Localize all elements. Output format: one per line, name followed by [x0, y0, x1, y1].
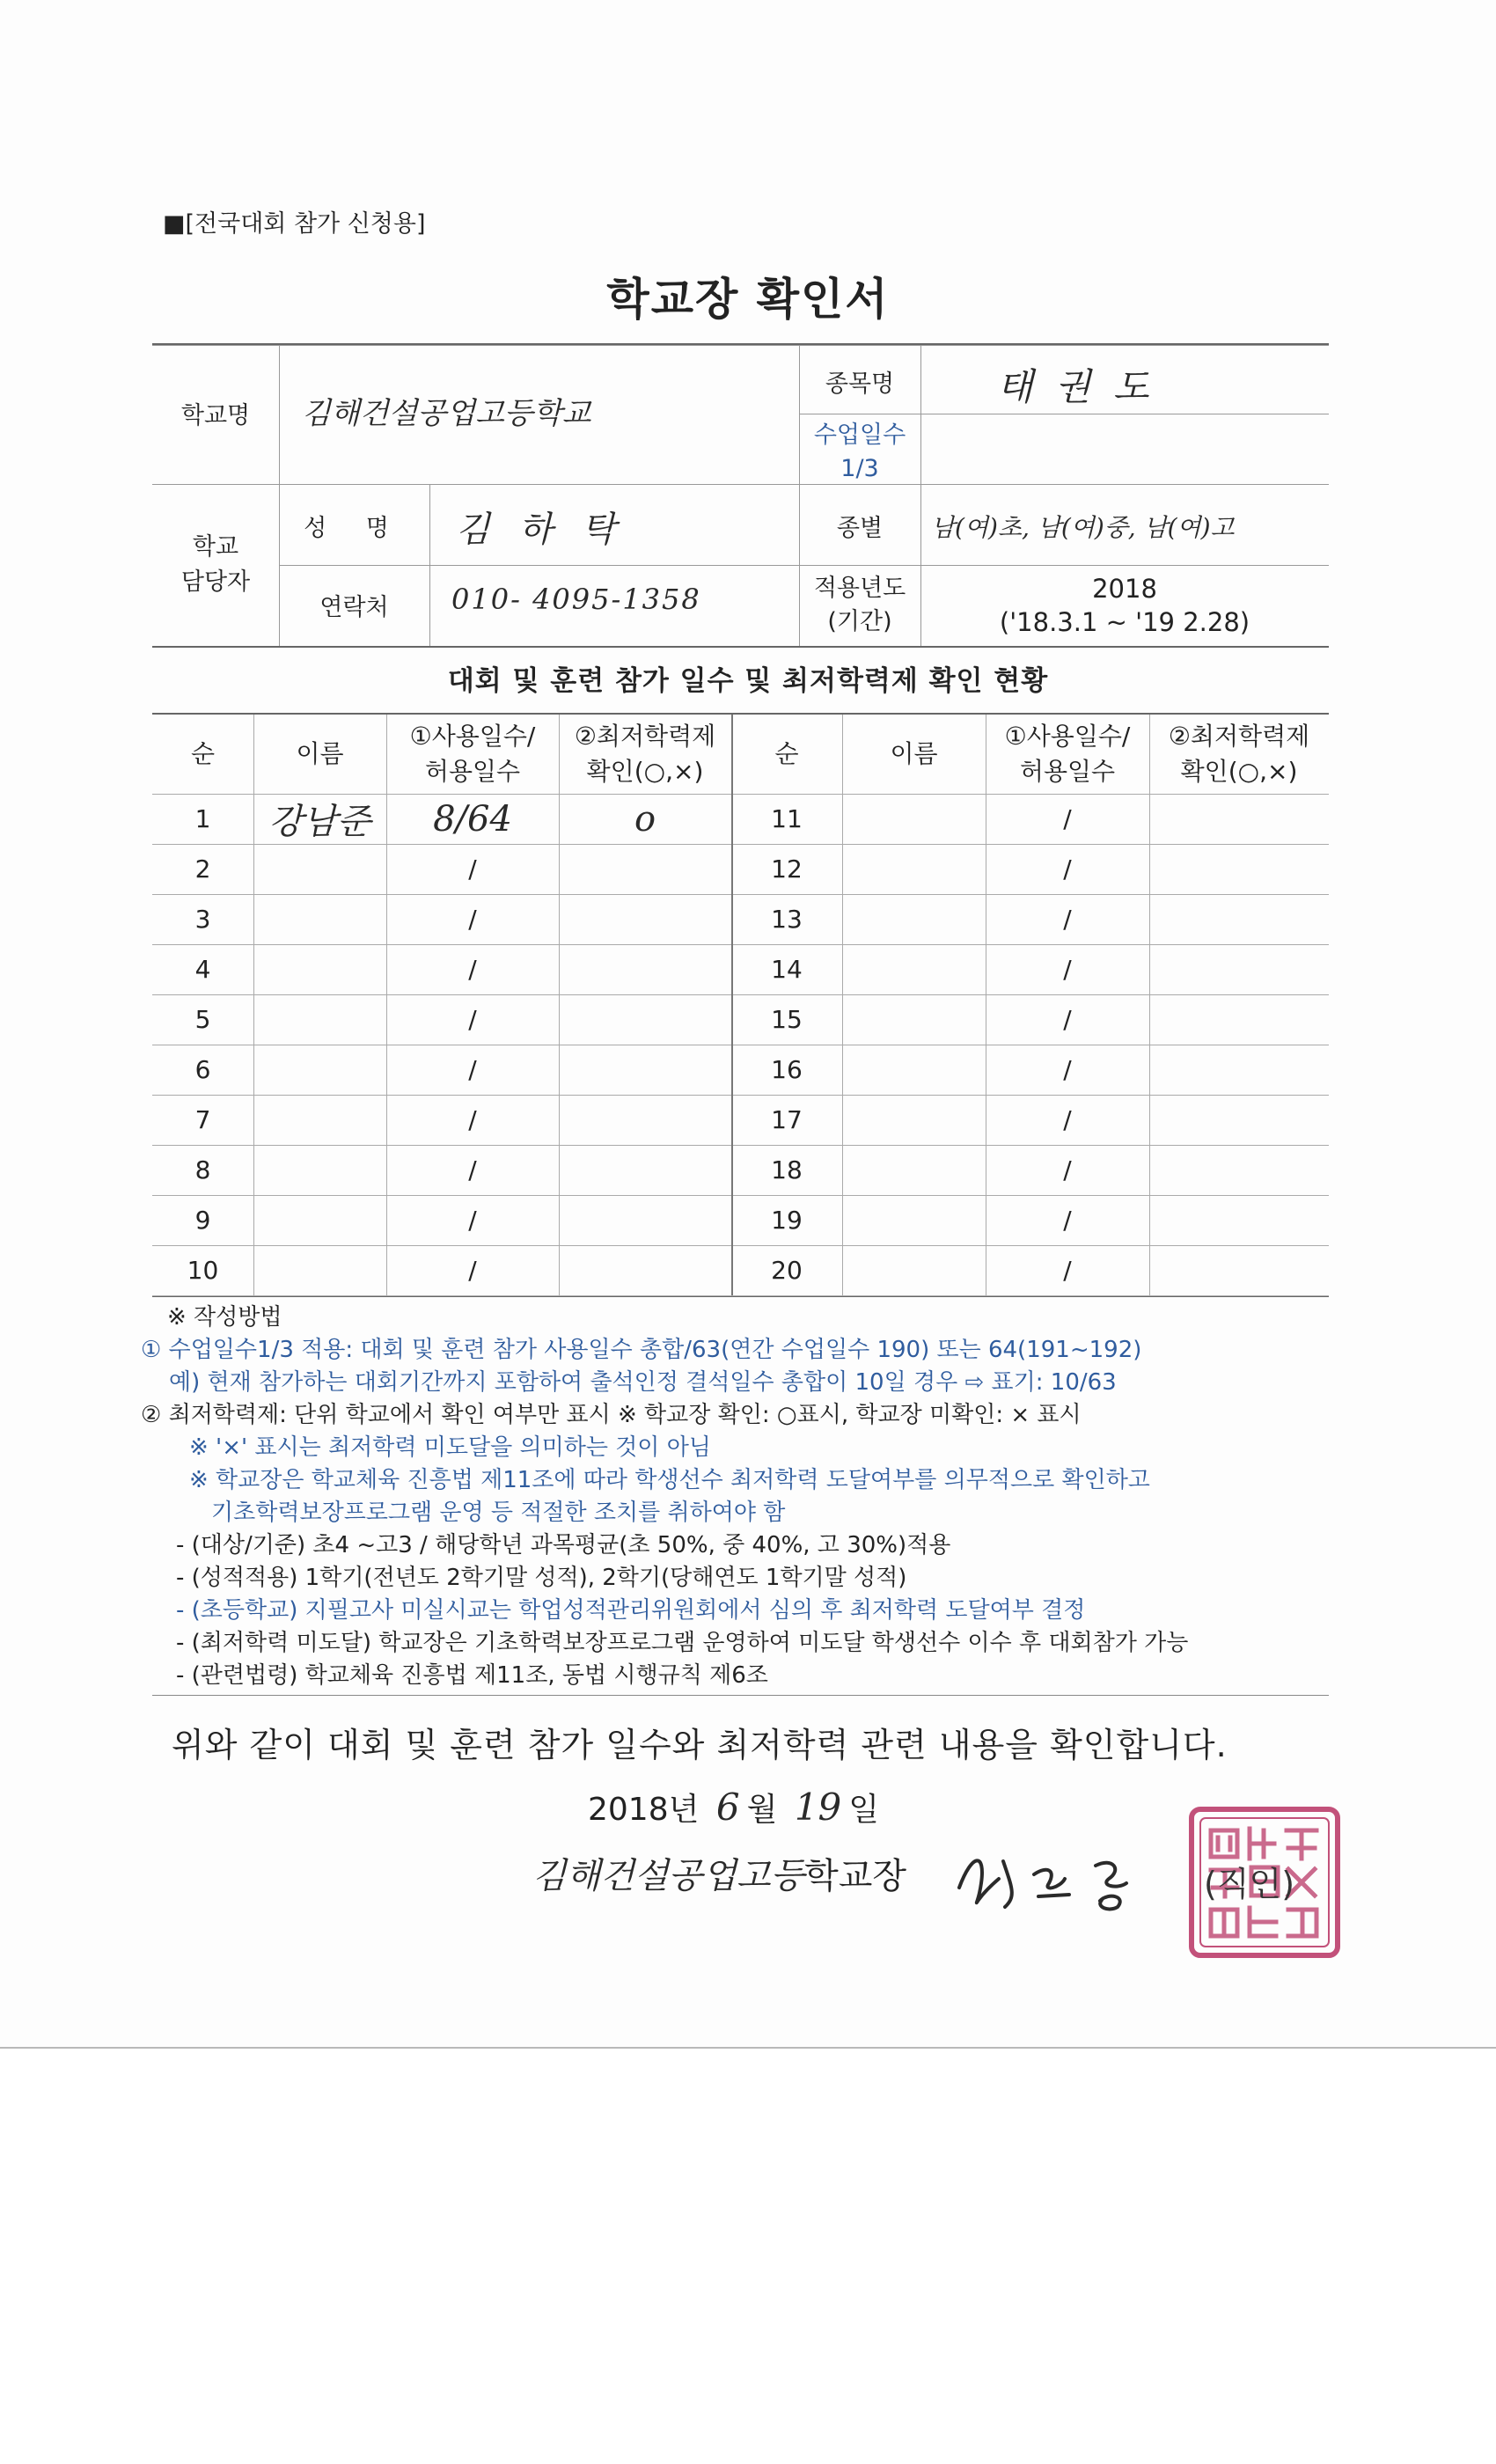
- contact-value: 010- 4095-1358: [451, 583, 701, 616]
- table-row-divider: [152, 1295, 1329, 1296]
- table-cell-name: [842, 1145, 986, 1195]
- table-cell-days: /: [1063, 804, 1072, 833]
- table-cell-check: [1149, 894, 1329, 944]
- note-line: ※ '×' 표시는 최저학력 미도달을 의미하는 것이 아님: [189, 1434, 711, 1461]
- signing-date: [588, 1785, 879, 1830]
- header-no: 순: [774, 739, 799, 768]
- notes-divider: [152, 1695, 1329, 1696]
- header-check: ②최저학력제 확인(○,×): [1168, 722, 1310, 786]
- year-value: 2018: [1092, 574, 1157, 604]
- table-cell-name: [842, 1245, 986, 1295]
- table-cell-check: [1149, 1245, 1329, 1295]
- table-cell-days: /: [1063, 1206, 1072, 1235]
- table-cell-no: 14: [771, 955, 803, 984]
- document-tag: ■[전국대회 참가 신청용]: [163, 210, 426, 238]
- note-line: ② 최저학력제: 단위 학교에서 확인 여부만 표시 ※ 학교장 확인: ○표시, 학교장 미확인: × 표시: [141, 1402, 1082, 1428]
- contact-label: 연락처: [319, 594, 389, 621]
- table-cell-no: 4: [194, 955, 211, 984]
- note-line: 기초학력보장프로그램 운영 등 적절한 조치를 취하여야 함: [211, 1500, 786, 1526]
- table-cell-days: /: [468, 1206, 477, 1235]
- table-cell-no: 13: [771, 905, 803, 934]
- table-cell-no: 11: [771, 804, 803, 833]
- table-cell-name: [842, 1095, 986, 1145]
- principal-signature: [950, 1835, 1162, 1914]
- table-cell-check: [1149, 1195, 1329, 1245]
- table-cell-name: [842, 1195, 986, 1245]
- table-cell-no: 6: [194, 1055, 211, 1084]
- header-name: 이름: [890, 739, 938, 768]
- document-title: 학교장 확인서: [606, 274, 890, 325]
- table-cell-name: [253, 894, 386, 944]
- table-cell-check: [559, 944, 731, 994]
- note-line: ※ 작성방법: [167, 1304, 282, 1331]
- table-cell-days: /: [468, 905, 477, 934]
- table-cell-check: [559, 1245, 731, 1295]
- table-cell-days: /: [1063, 1105, 1072, 1134]
- table-cell-check: [1149, 1095, 1329, 1145]
- table-cell-no: 12: [771, 854, 803, 884]
- date-day-unit: 일: [848, 1792, 880, 1828]
- table-cell-name: [253, 1145, 386, 1195]
- name-value: 김 하 탁: [456, 510, 625, 550]
- note-line: 예) 현재 참가하는 대회기간까지 포함하여 출석인정 결석일수 총합이 10일 경우 ⇨ 표기: 10/63: [169, 1369, 1117, 1396]
- table-cell-name: [253, 844, 386, 894]
- table-cell-no: 20: [771, 1256, 803, 1285]
- header-days: ①사용일수/ 허용일수: [409, 722, 536, 786]
- table-cell-name: [253, 1095, 386, 1145]
- note-line: ※ 학교장은 학교체육 진흥법 제11조에 따라 학생선수 최저학력 도달여부를 의무적으로 확인하고: [189, 1467, 1150, 1493]
- note-line: - (관련법령) 학교체육 진흥법 제11조, 동법 시행규칙 제6조: [176, 1662, 768, 1689]
- info-divider: [429, 484, 430, 646]
- table-cell-days: /: [468, 1055, 477, 1084]
- header-check: ②최저학력제 확인(○,×): [574, 722, 716, 786]
- principal-school: 김해건설공업고등: [532, 1856, 805, 1896]
- note-line: ① 수업일수1/3 적용: 대회 및 훈련 참가 사용일수 총합/63(연간 수업일수 190) 또는 64(191~192): [141, 1337, 1142, 1363]
- info-table: [152, 343, 1329, 648]
- table-cell-days: /: [1063, 1055, 1072, 1084]
- header-days: ①사용일수/ 허용일수: [1004, 722, 1131, 786]
- table-cell-days: /: [1063, 955, 1072, 984]
- table-cell-no: 5: [194, 1005, 211, 1034]
- table-cell-name: [253, 1245, 386, 1295]
- table-cell-check: o: [634, 798, 656, 840]
- sheet-edge-divider: [0, 2047, 1496, 2049]
- table-cell-days: /: [1063, 905, 1072, 934]
- table-cell-days: /: [1063, 1155, 1072, 1184]
- table-cell-check: [559, 1045, 731, 1095]
- year-label: 적용년도 (기간): [813, 575, 906, 635]
- type-label: 종별: [836, 515, 884, 542]
- table-cell-days: /: [468, 1005, 477, 1034]
- header-no: 순: [190, 739, 216, 768]
- table-cell-days: /: [468, 1155, 477, 1184]
- principal-line: [532, 1848, 906, 1898]
- section-title: 대회 및 훈련 참가 일수 및 최저학력제 확인 현황: [447, 665, 1049, 697]
- table-cell-name: [842, 894, 986, 944]
- table-cell-check: [1149, 944, 1329, 994]
- table-cell-no: 9: [194, 1206, 211, 1235]
- table-cell-no: 1: [194, 804, 211, 833]
- school-label: 학교명: [180, 402, 251, 429]
- table-cell-no: 18: [771, 1155, 803, 1184]
- table-cell-check: [559, 844, 731, 894]
- table-cell-days: /: [1063, 1005, 1072, 1034]
- table-cell-name: [253, 1195, 386, 1245]
- table-cell-days: /: [468, 1105, 477, 1134]
- table-cell-name: [842, 1045, 986, 1095]
- table-cell-no: 17: [771, 1105, 803, 1134]
- table-cell-no: 16: [771, 1055, 803, 1084]
- table-cell-check: [559, 1145, 731, 1195]
- date-month-unit: 월: [746, 1792, 778, 1828]
- table-cell-no: 8: [194, 1155, 211, 1184]
- info-divider: [279, 565, 1329, 566]
- name-label: 성 명: [304, 515, 405, 542]
- period-value: ('18.3.1 ~ '19 2.28): [999, 607, 1250, 637]
- table-cell-name: [253, 944, 386, 994]
- type-value: 남(여)초, 남(여)중, 남(여)고: [931, 513, 1235, 542]
- table-cell-no: 15: [771, 1005, 803, 1034]
- event-label: 종목명: [825, 370, 895, 398]
- table-cell-check: [559, 994, 731, 1045]
- info-divider: [152, 484, 1329, 485]
- table-cell-name: [842, 944, 986, 994]
- date-day: 19: [794, 1786, 842, 1829]
- note-line: - (초등학교) 지필고사 미실시교는 학업성적관리위원회에서 심의 후 최저학력 도달여부 결정: [176, 1597, 1086, 1624]
- table-cell-days: /: [468, 955, 477, 984]
- table-cell-check: [559, 1195, 731, 1245]
- table-cell-days: /: [468, 854, 477, 884]
- staff-label: 학교 담당자: [180, 533, 251, 596]
- table-cell-name: [842, 994, 986, 1045]
- table-cell-name: 강남준: [268, 802, 371, 842]
- table-cell-no: 2: [194, 854, 211, 884]
- table-cell-check: [1149, 1045, 1329, 1095]
- table-cell-check: [1149, 994, 1329, 1045]
- table-cell-name: [842, 794, 986, 844]
- class-days-label: 수업일수 1/3: [813, 422, 906, 482]
- note-line: - (최저학력 미도달) 학교장은 기초학력보장프로그램 운영하여 미도달 학생선수 이수 후 대회참가 가능: [176, 1630, 1189, 1656]
- note-line: - (대상/기준) 초4 ~고3 / 해당학년 과목평균(초 50%, 중 40%, 고 30%)적용: [176, 1532, 951, 1558]
- table-cell-no: 19: [771, 1206, 803, 1235]
- table-cell-no: 10: [187, 1256, 219, 1285]
- date-month: 6: [715, 1786, 740, 1829]
- table-cell-days: /: [1063, 1256, 1072, 1285]
- seal-note: (직인): [1204, 1865, 1295, 1903]
- attendance-table: [152, 713, 1329, 1297]
- table-cell-no: 3: [194, 905, 211, 934]
- table-cell-name: [253, 1045, 386, 1095]
- table-cell-check: [1149, 844, 1329, 894]
- table-cell-days: /: [1063, 854, 1072, 884]
- table-cell-check: [559, 894, 731, 944]
- header-name: 이름: [296, 739, 344, 768]
- table-cell-name: [842, 844, 986, 894]
- table-cell-name: [253, 994, 386, 1045]
- date-year: 2018년: [588, 1792, 700, 1828]
- note-line: - (성적적용) 1학기(전년도 2학기말 성적), 2학기(당해연도 1학기말 성적): [176, 1565, 907, 1591]
- school-value: 김해건설공업고등학교: [302, 396, 591, 431]
- table-cell-check: [1149, 1145, 1329, 1195]
- table-cell-no: 7: [194, 1105, 211, 1134]
- principal-title: 학교장: [804, 1856, 907, 1896]
- table-cell-days: 8/64: [433, 798, 512, 840]
- table-cell-check: [1149, 794, 1329, 844]
- table-cell-check: [559, 1095, 731, 1145]
- table-cell-days: /: [468, 1256, 477, 1285]
- event-value: 태 권 도: [997, 365, 1155, 408]
- confirmation-statement: 위와 같이 대회 및 훈련 참가 일수와 최저학력 관련 내용을 확인합니다.: [172, 1726, 1228, 1764]
